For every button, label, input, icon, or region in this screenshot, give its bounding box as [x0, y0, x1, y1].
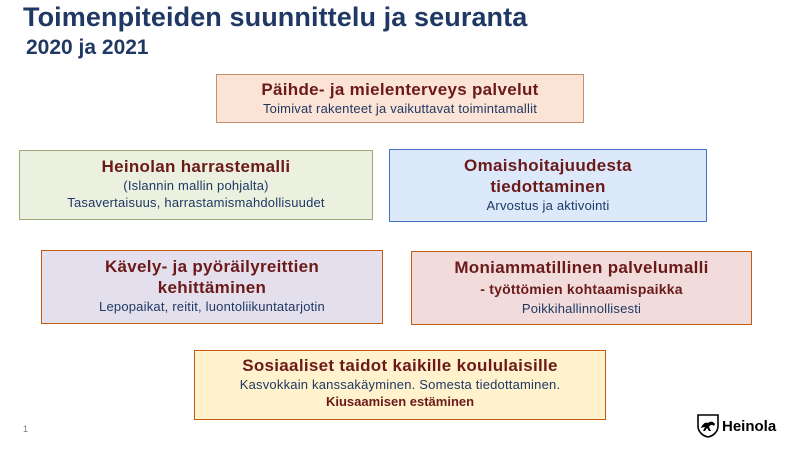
box-heading: Kävely- ja pyöräilyreittien: [104, 257, 320, 276]
box-kavely-pyorailyreitit: [41, 250, 383, 324]
box-paihde-mielenterveys: [216, 74, 584, 123]
box-text: (Islannin mallin pohjalta): [123, 178, 269, 193]
heinola-logo: [697, 414, 776, 438]
box-moniammatillinen-palvelumalli: [411, 251, 752, 325]
box-omaishoitajuus: [389, 149, 707, 222]
page-number: 1: [23, 424, 29, 434]
box-heading: tiedottaminen: [490, 177, 606, 196]
box-heading: Omaishoitajuudesta: [464, 156, 632, 175]
box-subheading: - työttömien kohtaamispaikka: [480, 281, 683, 297]
box-text: Tasavertaisuus, harrastamismahdollisuudet: [67, 195, 325, 210]
box-text: Poikkihallinnollisesti: [521, 301, 642, 316]
box-text: Lepopaikat, reitit, luontoliikuntatarjotin: [99, 299, 325, 314]
box-text: Toimivat rakenteet ja vaikuttavat toimintamallit: [262, 101, 538, 116]
box-heading: Heinolan harrastemalli: [101, 157, 291, 176]
box-text: Arvostus ja aktivointi: [486, 198, 610, 213]
box-heading: Moniammatillinen palvelumalli: [454, 258, 709, 277]
box-heading: kehittäminen: [157, 278, 267, 297]
box-sosiaaliset-taidot: [194, 350, 606, 420]
box-heinolan-harrastemalli: [19, 150, 373, 220]
box-text: Kasvokkain kanssakäyminen. Somesta tiedottaminen.: [239, 377, 561, 392]
box-heading: Sosiaaliset taidot kaikille koululaisille: [242, 356, 558, 375]
slide-subtitle: 2020 ja 2021: [26, 36, 149, 59]
heinola-coat-of-arms-icon: [697, 414, 719, 438]
logo-text: Heinola: [722, 417, 777, 435]
box-emphasis: Kiusaamisen estäminen: [325, 394, 475, 409]
slide-title: Toimenpiteiden suunnittelu ja seuranta: [23, 2, 528, 32]
box-heading: Päihde- ja mielenterveys palvelut: [261, 80, 539, 99]
